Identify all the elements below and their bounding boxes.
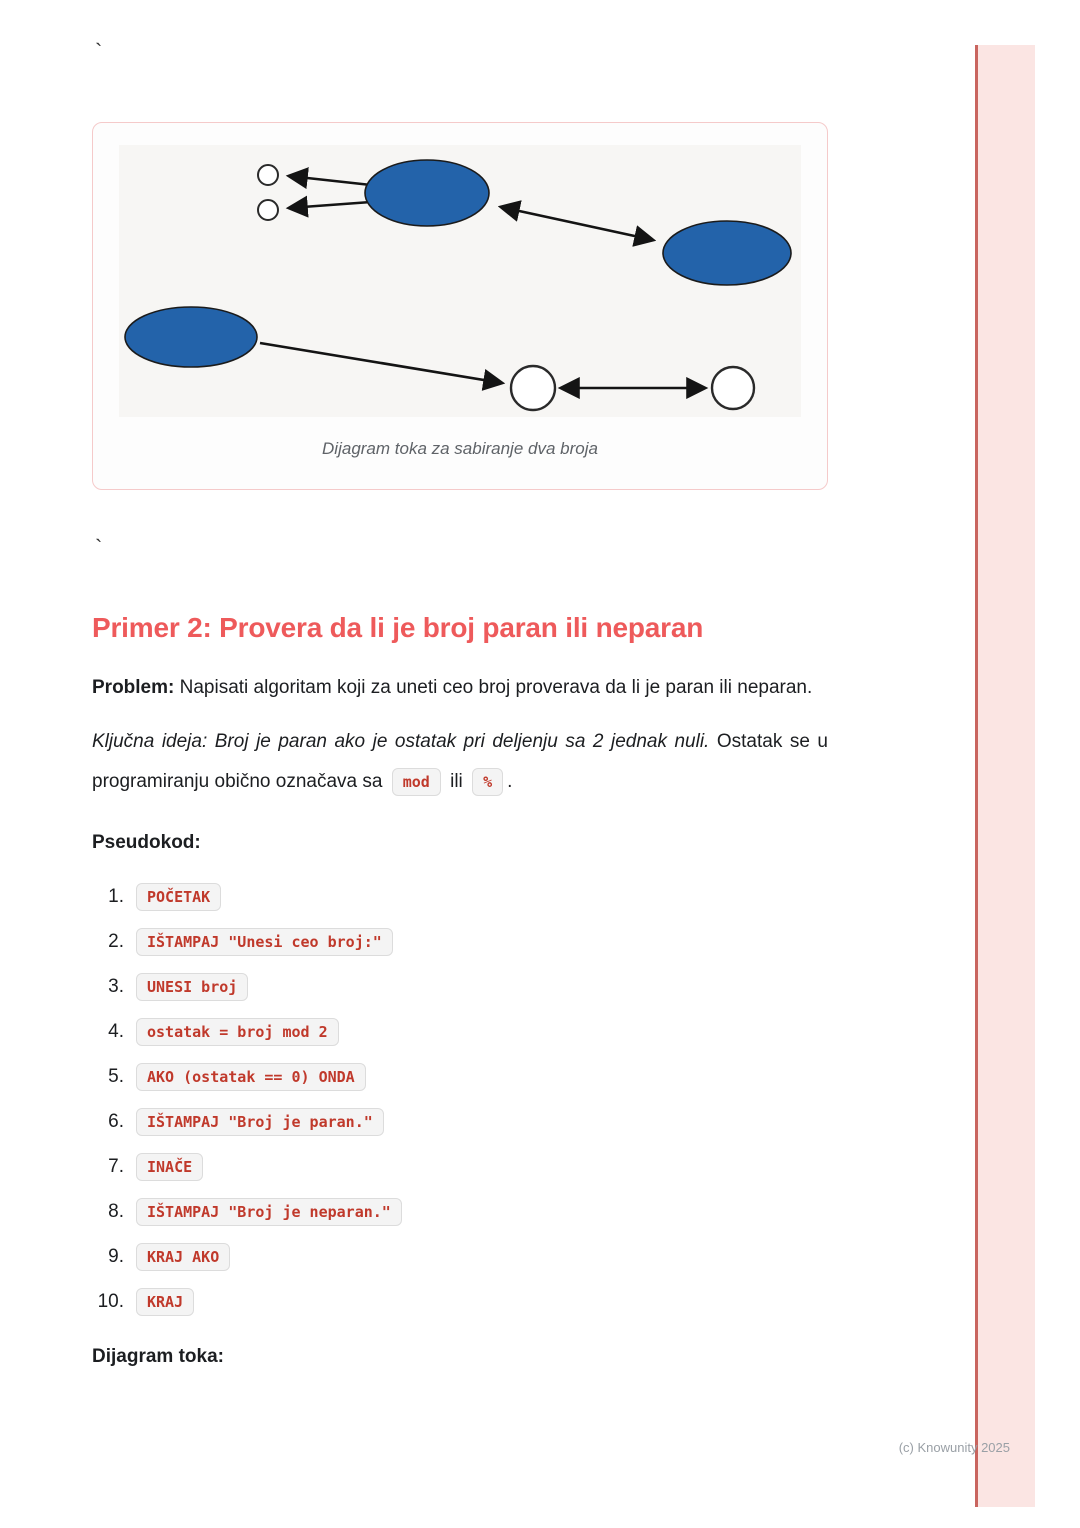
row-number: 6. [108,1110,124,1132]
flowchart-image [119,145,801,417]
flowchart-figure-card [92,122,828,490]
row-number: 5. [108,1065,124,1087]
stray-backtick-top: ` [95,39,103,64]
blue-ellipse-right [663,221,791,285]
page-content [92,0,828,1368]
arrow-to-terminal-2 [289,202,371,208]
pseudocode-row-1 [92,874,828,919]
key-idea-or: ili [450,771,463,792]
key-idea-paragraph [92,722,828,802]
large-circle-right [712,367,754,409]
blue-ellipse-top [365,160,489,226]
inline-code-mod: mod [392,768,441,796]
blue-ellipse-left [125,307,257,367]
pseudocode-list [92,874,828,1324]
row-number: 7. [108,1155,124,1177]
problem-text: Napisati algoritam koji za uneti ceo broj proverava da li je paran ili neparan. [174,677,813,698]
right-margin-bar [975,45,1035,1507]
section-heading: Primer 2: Provera da li je broj paran ili neparan [92,612,704,643]
code-chip: IŠTAMPAJ "Broj je paran." [136,1108,384,1136]
double-arrow-ellipses [501,207,653,240]
inline-code-percent: % [472,768,503,796]
small-circle-1 [258,165,278,185]
row-number: 3. [108,975,124,997]
code-chip: POČETAK [136,883,221,911]
code-chip: KRAJ AKO [136,1243,230,1271]
pseudocode-row-8 [92,1189,828,1234]
row-number: 2. [108,930,124,952]
code-chip: INAČE [136,1153,203,1181]
key-idea-period: . [507,771,513,792]
key-idea-italic: Ključna ideja: Broj je paran ako je ostatak pri deljenju sa 2 jednak nuli. [92,731,710,752]
row-number: 4. [108,1020,124,1042]
problem-paragraph [92,668,828,708]
code-chip: IŠTAMPAJ "Unesi ceo broj:" [136,928,393,956]
problem-label: Problem: [92,677,175,698]
row-number: 9. [108,1245,124,1267]
pseudocode-label: Pseudokod: [92,832,201,853]
stray-backtick-middle: ` [95,535,103,560]
large-circle-left [511,366,555,410]
row-number: 1. [108,885,124,907]
flow-diagram-svg [119,145,801,417]
small-circle-2 [258,200,278,220]
pseudocode-row-5 [92,1054,828,1099]
arrow-to-terminal-1 [289,176,371,185]
key-idea-rest: Ostatak se u programiranju obično označava sa [92,731,828,792]
row-number: 8. [108,1200,124,1222]
pseudocode-row-4 [92,1009,828,1054]
code-chip: AKO (ostatak == 0) ONDA [136,1063,366,1091]
flow-diagram-label: Dijagram toka: [92,1346,224,1367]
pseudocode-row-10 [92,1279,828,1324]
pseudocode-row-2 [92,919,828,964]
row-number: 10. [97,1290,124,1312]
code-chip: ostatak = broj mod 2 [136,1018,339,1046]
copyright-text: (c) Knowunity 2025 [898,1440,1010,1455]
pseudocode-row-3 [92,964,828,1009]
arrow-left-ellipse-to-circle [260,343,502,383]
figure-caption: Dijagram toka za sabiranje dva broja [322,439,598,458]
code-chip: KRAJ [136,1288,194,1316]
pseudocode-row-7 [92,1144,828,1189]
pseudocode-row-9 [92,1234,828,1279]
pseudocode-row-6 [92,1099,828,1144]
code-chip: UNESI broj [136,973,248,1001]
code-chip: IŠTAMPAJ "Broj je neparan." [136,1198,402,1226]
